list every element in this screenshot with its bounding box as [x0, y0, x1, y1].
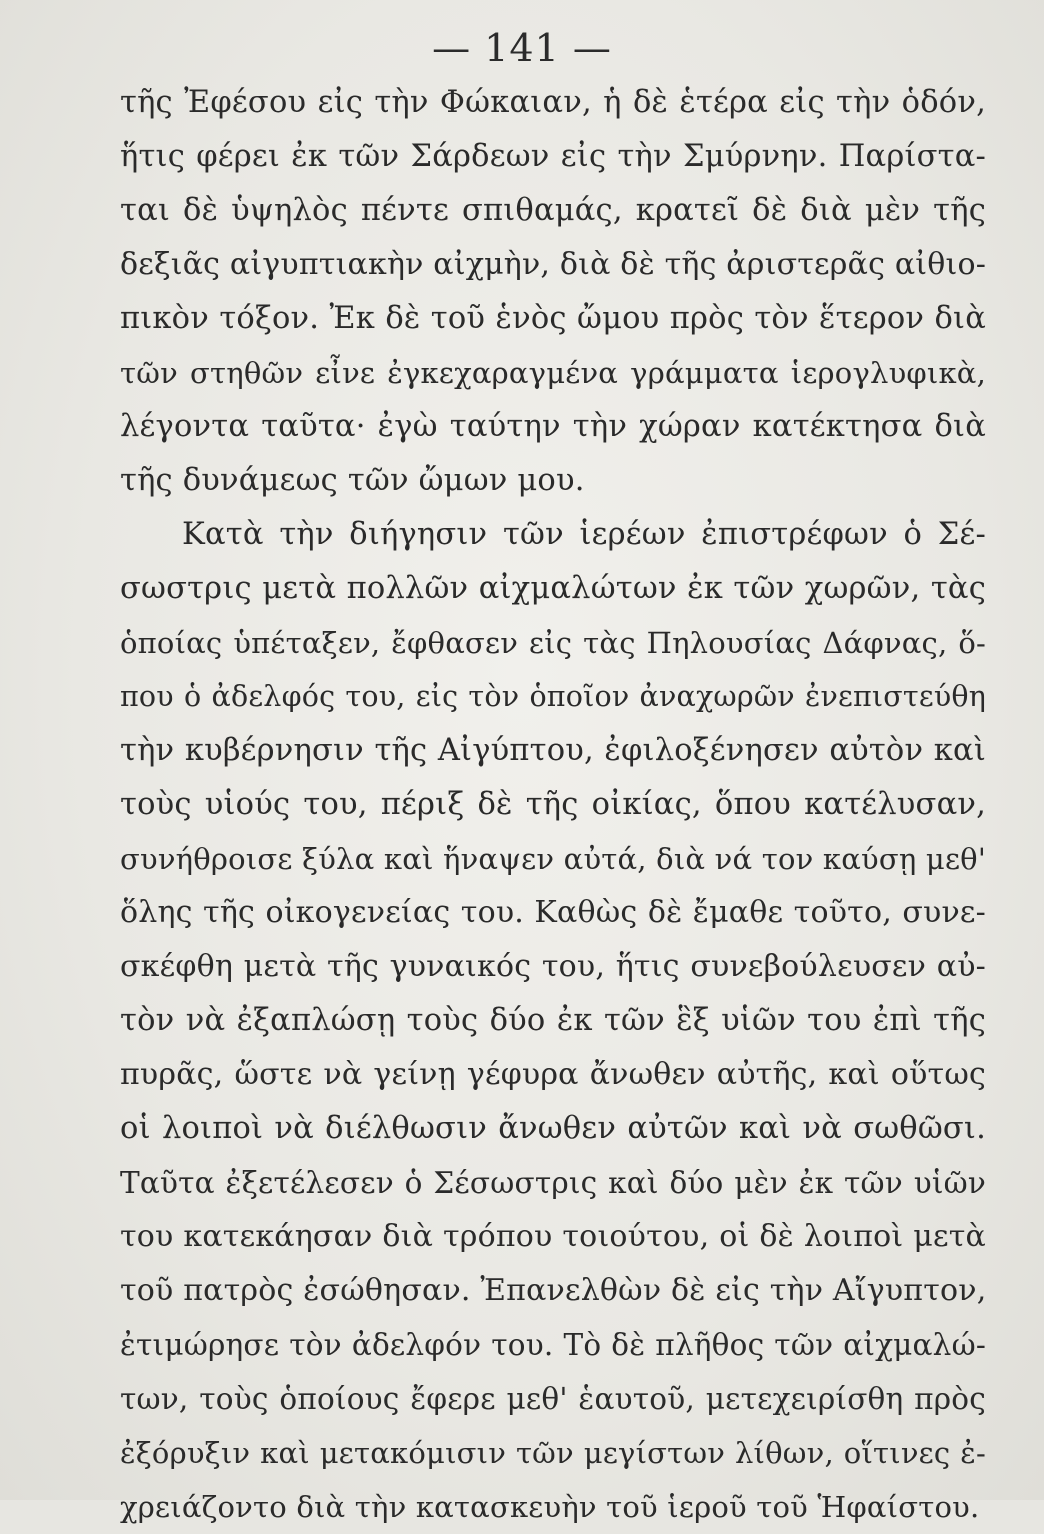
text-line: τὸν νὰ ἐξαπλώσῃ τοὺς δύο ἐκ τῶν ἓξ υἱῶν του ἐπὶ τῆς: [120, 1003, 986, 1038]
text-line: λέγοντα ταῦτα· ἐγὼ ταύτην τὴν χώραν κατέκτησα διὰ: [120, 409, 986, 444]
text-line: τῶν στηθῶν εἶνε ἐγκεχαραγμένα γράμματα ἱερογλυφικὰ,: [120, 356, 986, 390]
text-line: πικὸν τόξον. Ἐκ δὲ τοῦ ἑνὸς ὤμου πρὸς τὸν ἕτερον διὰ: [120, 301, 986, 336]
text-line: ἐξόρυξιν καὶ μετακόμισιν τῶν μεγίστων λίθων, οἵτινες ἐ-: [120, 1436, 986, 1470]
text-line: ἐτιμώρησε τὸν ἀδελφόν του. Τὸ δὲ πλῆθος τῶν αἰχμαλώ-: [120, 1328, 986, 1362]
text-line: ἥτις φέρει ἐκ τῶν Σάρδεων εἰς τὴν Σμύρνην. Παρίστα-: [120, 139, 986, 174]
text-line: δεξιᾶς αἰγυπτιακὴν αἰχμὴν, διὰ δὲ τῆς ἀριστερᾶς αἰθιο-: [120, 247, 987, 282]
text-line: του κατεκάησαν διὰ τρόπου τοιούτου, οἱ δὲ λοιποὶ μετὰ: [120, 1219, 986, 1254]
text-line: οἱ λοιποὶ νὰ διέλθωσιν ἄνωθεν αὐτῶν καὶ νὰ σωθῶσι.: [120, 1111, 986, 1146]
text-line: ὅλης τῆς οἰκογενείας του. Καθὼς δὲ ἔμαθε τοῦτο, συνε-: [120, 895, 986, 930]
text-line: ὁποίας ὑπέταξεν, ἔφθασεν εἰς τὰς Πηλουσίας Δάφνας, ὅ-: [120, 626, 986, 660]
page-number: — 141 —: [432, 26, 612, 70]
text-line: που ὁ ἀδελφός του, εἰς τὸν ὁποῖον ἀναχωρῶν ἐνεπιστεύθη: [120, 680, 986, 713]
text-line: συνήθροισε ξύλα καὶ ἥναψεν αὐτά, διὰ νά τον καύσῃ μεθ': [120, 842, 986, 876]
text-line: Ταῦτα ἐξετέλεσεν ὁ Σέσωστρις καὶ δύο μὲν ἐκ τῶν υἱῶν: [120, 1166, 986, 1200]
text-line: ται δὲ ὑψηλὸς πέντε σπιθαμάς, κρατεῖ δὲ διὰ μὲν τῆς: [120, 193, 986, 228]
text-line: τοὺς υἱούς του, πέριξ δὲ τῆς οἰκίας, ὅπου κατέλυσαν,: [120, 787, 986, 822]
text-line: χρειάζοντο διὰ τὴν κατασκευὴν τοῦ ἱεροῦ τοῦ Ἡφαίστου.: [120, 1490, 980, 1524]
page-text: [120, 76, 986, 1534]
text-line: τῆς Ἐφέσου εἰς τὴν Φώκαιαν, ἡ δὲ ἑτέρα εἰς τὴν ὁδόν,: [120, 85, 986, 120]
text-line: Κατὰ τὴν διήγησιν τῶν ἱερέων ἐπιστρέφων ὁ Σέ-: [182, 517, 986, 552]
text-line: τῆς δυνάμεως τῶν ὤμων μου.: [120, 463, 585, 498]
text-line: πυρᾶς, ὥστε νὰ γείνῃ γέφυρα ἄνωθεν αὐτῆς, καὶ οὕτως: [120, 1057, 986, 1092]
text-line: σωστρις μετὰ πολλῶν αἰχμαλώτων ἐκ τῶν χωρῶν, τὰς: [120, 571, 986, 606]
text-line: τοῦ πατρὸς ἐσώθησαν. Ἐπανελθὼν δὲ εἰς τὴν Αἴγυπτον,: [120, 1273, 987, 1308]
text-line: σκέφθη μετὰ τῆς γυναικός του, ἥτις συνεβούλευσεν αὐ-: [120, 949, 986, 984]
text-line: των, τοὺς ὁποίους ἔφερε μεθ' ἑαυτοῦ, μετεχειρίσθη πρὸς: [120, 1382, 986, 1416]
text-line: τὴν κυβέρνησιν τῆς Αἰγύπτου, ἐφιλοξένησεν αὐτὸν καὶ: [120, 733, 986, 768]
